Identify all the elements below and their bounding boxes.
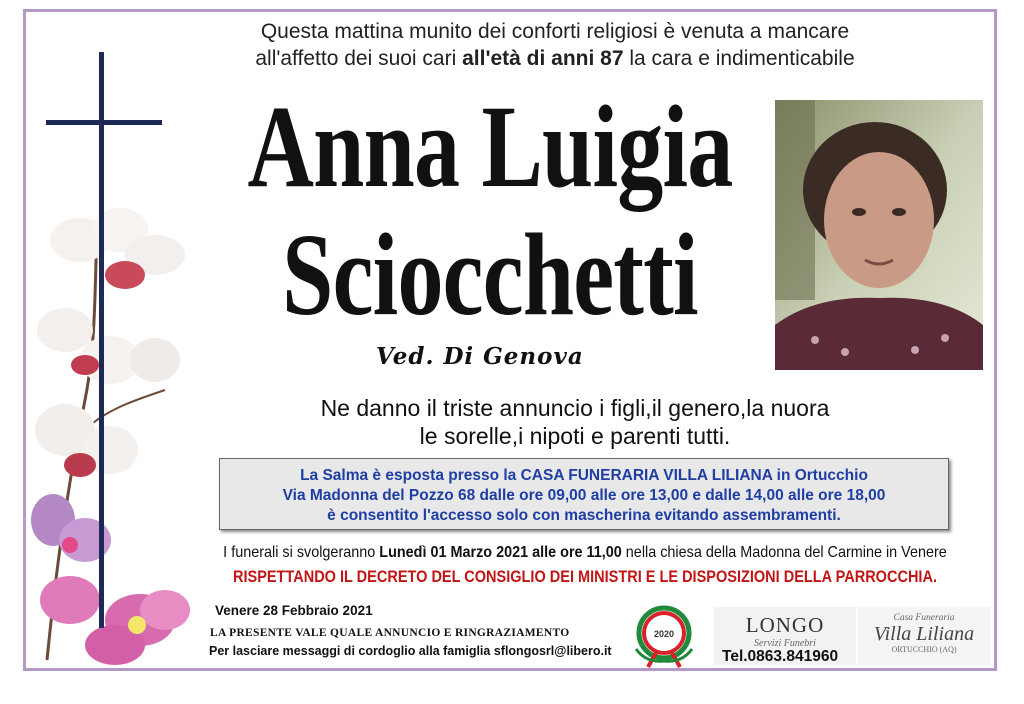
announcement-line-1: Ne danno il triste annuncio i figli,il genero,la nuora [320,395,830,421]
widow-of: Ved. Di Genova [376,343,584,370]
salma-line-3: è consentito l'accesso solo con mascherina evitando assembramenti. [327,507,841,524]
white-orchid-2 [37,308,180,384]
intro-line-2 [150,45,960,72]
longo-subtitle: Servizi Funebri [754,638,816,649]
badge-year: 2020 [653,629,675,639]
salma-line-1: La Salma è esposta presso la CASA FUNERARIA VILLA LILIANA in Ortucchio [300,467,868,484]
villa-name: Villa Liliana [873,623,975,645]
intro-age: all'età di anni 87 [462,47,624,70]
longo-title: LONGO [745,613,825,637]
deceased-last-name: Sciocchetti [282,209,698,340]
villa-liliana-logo [858,607,990,665]
announcement-line-2: le sorelle,i nipoti e parenti tutti. [419,423,731,449]
funeral-info-pre: I funerali si svolgeranno [223,544,380,561]
white-orchid-1 [50,208,185,289]
decree-notice: RISPETTANDO IL DECRETO DEL CONSIGLIO DEI MINISTRI E LE DISPOSIZIONI DELLA PARROCCHIA. [232,568,937,586]
white-orchid-3 [35,404,138,477]
cross-vertical-bar [99,52,104,628]
intro-line-1: Questa mattina munito dei conforti religiosi è venuta a mancare [260,20,850,43]
excellence-badge-logo [626,603,712,669]
salma-info-box [219,458,949,530]
funeral-info [203,544,968,562]
telephone-number: Tel.0863.841960 [722,648,839,665]
funeral-date-time: Lunedì 01 Marzo 2021 alle ore 11,00 [379,544,622,561]
announcement-thanks: LA PRESENTE VALE QUALE ANNUNCIO E RINGRAZIAMENTO [210,627,570,639]
villa-top-label: Casa Funeraria [893,613,955,623]
notice-date: Venere 28 Febbraio 2021 [215,603,373,618]
cross-horizontal-bar [46,120,162,125]
announcement [180,394,970,450]
villa-location: ORTUCCHIO (AQ) [891,645,957,654]
orchid-flowers-decoration [25,200,205,670]
salma-line-2: Via Madonna del Pozzo 68 dalle ore 09,00 alle ore 13,00 e dalle 14,00 alle ore 18,00 [282,487,886,504]
intro-line-2-pre: all'affetto dei suoi cari [255,47,463,70]
condolence-messages: Per lasciare messaggi di cordoglio alla famiglia sflongosrl@libero.it [209,644,612,658]
intro-line-2-post: la cara e indimenticabile [623,47,855,70]
intro-text [150,18,960,72]
funeral-info-post: nella chiesa della Madonna del Carmine in Venere [621,544,947,561]
deceased-portrait-photo [775,100,983,370]
deceased-first-name: Anna Luigia [247,81,733,212]
pink-orchid-1 [40,576,190,665]
